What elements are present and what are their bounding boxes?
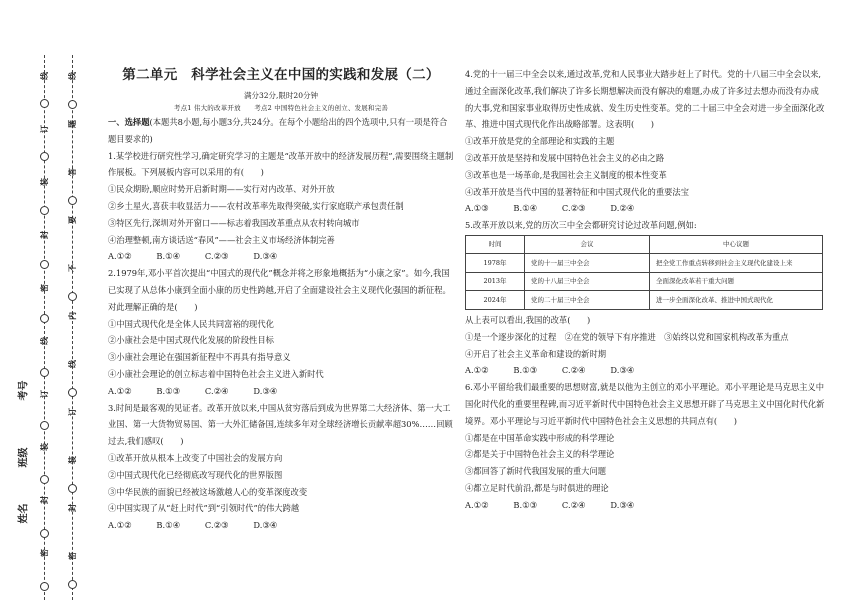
left-column [108,66,454,534]
q1-option: ③特区先行,深圳对外开窗口——标志着我国改革重点从农村转向城市 [108,217,360,228]
q4-option: ①改革开放是党的全部理论和实践的主题 [465,136,615,147]
binding-char: 订 [39,125,49,133]
q2-option: ③小康社会理论在强国新征程中不再具有指导意义 [108,352,291,363]
q2-choices: A.①② B.①③ C.②④ D.③④ [108,385,278,396]
binding-char: 要 [67,216,77,224]
binding-char: 封 [39,496,49,504]
binding-char: 密 [39,284,49,292]
binding-hole-circle [40,314,49,323]
q2-option: ②小康社会是中国式现代化发展的阶段性目标 [108,335,274,346]
q1-option: ①民众期盼,顺应时势开启新时期——实行对内改革、对外开放 [108,184,335,195]
table-header-cell: 会议 [525,235,650,254]
binding-hole-circle [40,368,49,377]
table-cell: 党的十一届三中全会 [525,254,650,273]
q1-option: ②乡土星火,喜获丰收显活力——农村改革率先取得突破,实行家庭联产承包责任制 [108,200,404,211]
q1-option: ④治理整顿,南方谈话送“春风”——社会主义市场经济体制完善 [108,234,335,245]
q6-option: ②都是关于中国特色社会主义的科学理论 [465,449,615,460]
q6-stem: 6.邓小平留给我们最重要的思想财富,就是以他为主创立的邓小平理论。邓小平理论是马克思主义中国化时代化的重要里程碑,而习近平新时代中国特色社会主义思想开辟了马克思主义中国化时代化新境界。邓小平理论与习近平新时代中国特色社会主义思想的共同点有( ) [465,382,825,426]
q6-choices: A.①② B.①③ C.②④ D.③④ [465,499,635,510]
binding-char: 封 [67,504,77,512]
binding-hole-circle [68,100,77,109]
q3-choices: A.①② B.①④ C.②③ D.③④ [108,520,278,531]
inner-cut-line [44,55,45,600]
binding-char: 订 [39,390,49,398]
score-time: 满分32分,限时20分钟 [244,91,318,100]
binding-char: 线 [67,72,77,80]
binding-hole-circle [68,388,77,397]
binding-hole-circle [68,196,77,205]
q5-after: 从上表可以看出,我国的改革( ) [465,314,591,325]
q3-option: ②中国式现代化已经彻底改写现代化的世界版图 [108,469,283,480]
q2-option: ①中国式现代化是全体人民共同富裕的现代化 [108,318,274,329]
binding-margin [0,0,100,608]
q4-choices: A.①③ B.①④ C.②③ D.②④ [465,203,635,214]
q3-option: ①改革开放从根本上改变了中国社会的发展方向 [108,452,283,463]
table-cell: 全面深化改革若干重大问题 [650,272,823,291]
q3-option: ③中华民族的面貌已经被这场激越人心的变革深度改变 [108,486,308,497]
binding-hole-circle [40,206,49,215]
q3-option: ④中国实现了从“赶上时代”到“引领时代”的伟大跨越 [108,503,300,514]
binding-hole-circle [68,580,77,589]
q1-stem: 1.某学校进行研究性学习,确定研究学习的主题是“改革开放中的经济发展历程”,需要围绕主题制作展板。下列展板内容可以采用的有( ) [108,150,454,178]
q4-option: ③改革也是一场革命,是我国社会主义制度的根本性变革 [465,169,667,180]
q5-table [465,235,823,310]
q5-options-line: ④开启了社会主义革命和建设的新时期 [465,348,607,359]
table-cell: 党的十八届三中全会 [525,272,650,291]
table-cell: 1978年 [466,254,525,273]
binding-char: 密 [39,549,49,557]
table-row [466,272,823,291]
binding-char: 装 [67,456,77,464]
binding-char: 线 [39,337,49,345]
binding-char: 装 [39,178,49,186]
binding-char: 装 [39,443,49,451]
exam-points: 考点1 伟大的改革开放 考点2 中国特色社会主义的创立、发展和完善 [173,104,389,112]
table-cell: 2013年 [466,272,525,291]
binding-char: 答 [67,168,77,176]
table-row [466,254,823,273]
table-cell: 进一步全面深化改革、推进中国式现代化 [650,291,823,310]
q1-choices: A.①② B.①④ C.②③ D.③④ [108,251,278,262]
table-cell: 党的二十届三中全会 [525,291,650,310]
table-header-row [466,235,823,254]
binding-hole-circle [40,529,49,538]
name-label: 姓名 [18,503,30,524]
binding-hole-circle [40,99,49,108]
class-label: 班级 [18,447,30,468]
binding-char: 订 [67,408,77,416]
binding-hole-circle [68,292,77,301]
outer-cut-line [72,55,73,600]
q2-option: ④小康社会理论的创立标志着中国特色社会主义进入新时代 [108,368,324,379]
binding-char: 不 [67,264,77,272]
q4-stem: 4.党的十一届三中全会以来,通过改革,党和人民事业大踏步赶上了时代。党的十八届三中全会以来,通过全面深化改革,我们解决了许多长期想解决而没有解决的难题,办成了许多过去想办而没有办成的大事,党和国家事业取得历史性成就、发生历史性变革。党的二十届三中全会对进一步全面深化改革、推进中国式现代化作出战略部署。这表明( ) [465,69,825,130]
q5-options-line: ①是一个逐步深化的过程 ②在党的领导下有序推进 ③始终以党和国家机构改革为重点 [465,331,789,342]
binding-char: 线 [67,360,77,368]
binding-char: 内 [67,312,77,320]
binding-hole-circle [40,152,49,161]
binding-char: 题 [67,120,77,128]
binding-hole-circle [68,484,77,493]
table-header-cell: 中心议题 [650,235,823,254]
q6-option: ①都是在中国革命实践中形成的科学理论 [465,432,615,443]
table-cell: 把全党工作重点转移到社会主义现代化建设上来 [650,254,823,273]
q6-option: ④都立足时代前沿,都是与时俱进的理论 [465,482,609,493]
q2-stem: 2.1979年,邓小平首次提出“中国式的现代化”概念并将之形象地概括为“小康之家”。如今,我国已实现了从总体小康到全面小康的历史性跨越,开启了全面建设社会主义现代化强国的新征程。对此理解正确的是( ) [108,268,451,312]
q3-stem: 3.时间是最客观的见证者。改革开放以来,中国从贫穷落后到成为世界第二大经济体、第一大工业国、第一大货物贸易国、第一大外汇储备国,连续多年对全球经济增长贡献率超30%……回顾过去,我们感叹( ) [108,402,453,447]
binding-char: 线 [39,72,49,80]
binding-hole-circle [40,582,49,591]
page-title: 第二单元 科学社会主义在中国的实践和发展（二） [122,67,440,83]
table-row [466,291,823,310]
q6-option: ③都回答了新时代我国发展的重大问题 [465,466,607,477]
binding-char: 密 [67,552,77,560]
section-heading: 一、选择题(本题共8小题,每小题3分,共24分。在每个小题给出的四个选项中,只有一项是符合题目要求的) [108,117,448,144]
exam-number-label: 考号 [18,380,30,401]
binding-hole-circle [40,260,49,269]
binding-hole-circle [40,421,49,430]
binding-char: 封 [39,231,49,239]
q4-option: ②改革开放是坚持和发展中国特色社会主义的必由之路 [465,152,665,163]
binding-hole-circle [40,475,49,484]
table-cell: 2024年 [466,291,525,310]
table-header-cell: 时间 [466,235,525,254]
q5-choices: A.①② B.①③ C.②④ D.③④ [465,365,635,376]
q5-stem: 5.改革开放以来,党的历次三中全会都研究讨论过改革问题,例如: [465,220,697,231]
q4-option: ④改革开放是当代中国的显著特征和中国式现代化的重要法宝 [465,186,690,197]
right-column [465,66,825,514]
